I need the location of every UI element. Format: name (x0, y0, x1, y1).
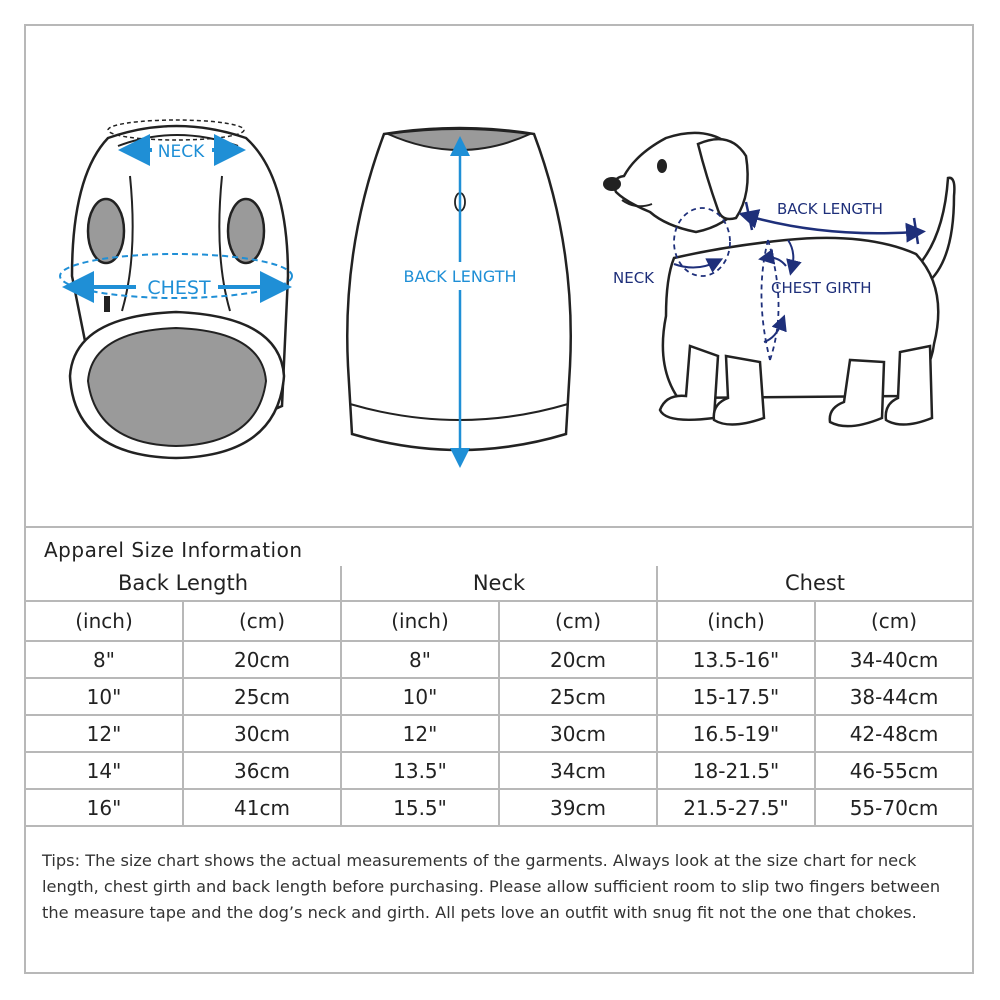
dog-chest-girth-label: CHEST GIRTH (771, 279, 872, 297)
size-table (26, 566, 972, 827)
table-cell: 42-48cm (815, 715, 972, 752)
measurement-illustrations (26, 26, 972, 526)
group-neck: Neck (341, 566, 657, 601)
table-cell: 15-17.5" (657, 678, 815, 715)
table-cell: 18-21.5" (657, 752, 815, 789)
table-cell: 25cm (499, 678, 657, 715)
table-cell: 13.5" (341, 752, 499, 789)
table-cell: 10" (341, 678, 499, 715)
group-chest: Chest (657, 566, 972, 601)
size-table-header (26, 526, 972, 566)
table-cell: 34cm (499, 752, 657, 789)
table-cell: 10" (26, 678, 183, 715)
unit-header: (cm) (815, 601, 972, 641)
table-cell: 21.5-27.5" (657, 789, 815, 826)
table-cell: 20cm (183, 641, 341, 678)
table-cell: 36cm (183, 752, 341, 789)
table-cell: 20cm (499, 641, 657, 678)
table-cell: 13.5-16" (657, 641, 815, 678)
tips-text: Tips: The size chart shows the actual measurements of the garments. Always look at the size chart for neck length, chest girth and back length before purchasing. Please allow sufficient room to slip two fingers between the measure tape and the dog’s neck and girth. All pets love an outfit with snug fit not the one that chokes. (42, 851, 941, 922)
table-row (26, 641, 972, 678)
dog-back-length-label: BACK LENGTH (777, 200, 883, 218)
harness-neck-label: NECK (157, 142, 205, 162)
table-cell: 12" (341, 715, 499, 752)
unit-header: (inch) (657, 601, 815, 641)
table-cell: 14" (26, 752, 183, 789)
harness-drawing (60, 120, 292, 458)
table-cell: 39cm (499, 789, 657, 826)
table-cell: 38-44cm (815, 678, 972, 715)
group-header-row (26, 566, 972, 601)
table-cell: 30cm (183, 715, 341, 752)
unit-header: (inch) (341, 601, 499, 641)
table-row (26, 715, 972, 752)
unit-header: (cm) (499, 601, 657, 641)
unit-header: (cm) (183, 601, 341, 641)
table-cell: 25cm (183, 678, 341, 715)
table-row (26, 752, 972, 789)
size-table-title: Apparel Size Information (44, 538, 303, 562)
table-row (26, 678, 972, 715)
dog-drawing (603, 133, 954, 426)
table-cell: 8" (26, 641, 183, 678)
illustration-svg (26, 26, 972, 526)
table-cell: 30cm (499, 715, 657, 752)
unit-header-row (26, 601, 972, 641)
table-row (26, 789, 972, 826)
dog-neck-label: NECK (613, 269, 655, 287)
group-back-length: Back Length (26, 566, 341, 601)
table-cell: 12" (26, 715, 183, 752)
table-cell: 8" (341, 641, 499, 678)
table-cell: 16.5-19" (657, 715, 815, 752)
table-cell: 16" (26, 789, 183, 826)
vest-drawing (347, 128, 571, 458)
table-cell: 34-40cm (815, 641, 972, 678)
table-cell: 41cm (183, 789, 341, 826)
table-cell: 15.5" (341, 789, 499, 826)
table-cell: 55-70cm (815, 789, 972, 826)
harness-chest-label: CHEST (147, 277, 211, 299)
unit-header: (inch) (26, 601, 183, 641)
table-cell: 46-55cm (815, 752, 972, 789)
vest-back-length-label: BACK LENGTH (403, 267, 517, 286)
